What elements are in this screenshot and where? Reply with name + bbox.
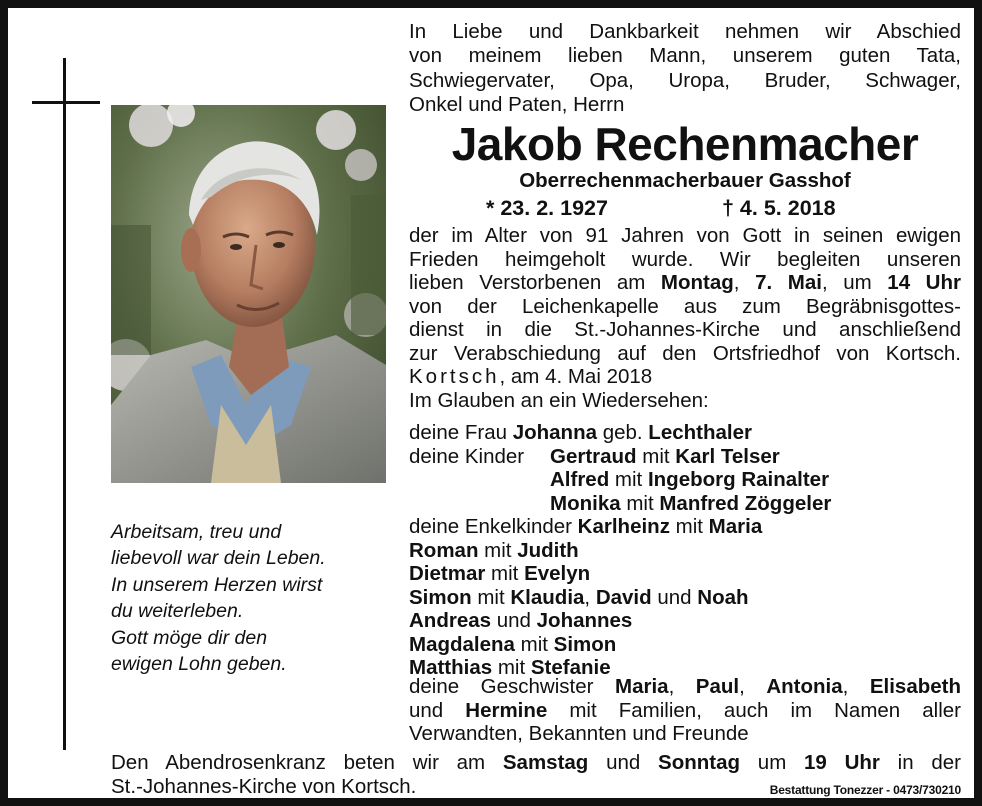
announcement-line: zur Verabschiedung auf den Ortsfriedhof von Kortsch. (409, 341, 961, 365)
text: , (668, 675, 696, 698)
text: mit (471, 585, 511, 609)
great-grandchild-name: David (595, 585, 652, 609)
text: deine Frau (409, 421, 513, 444)
announcement-line: Frieden heimgeholt wurde. Wir begleiten unseren (409, 247, 961, 271)
sibling-name: Paul (695, 675, 740, 698)
grandchild-name: Matthias (409, 656, 493, 679)
mourners-list (409, 421, 969, 680)
text: mit (514, 632, 554, 656)
grandchild-line (409, 633, 969, 657)
sibling-name: Maria (615, 675, 669, 698)
quote-line: ewigen Lohn geben. (111, 653, 287, 676)
grandchild-partner: Evelyn (524, 562, 591, 585)
quote-line: du weiterleben. (111, 600, 244, 623)
grandchild-name: Roman (409, 538, 479, 562)
rosary-footer (111, 751, 961, 798)
child-line (409, 468, 969, 492)
text: geb. (597, 421, 649, 444)
child-line (409, 445, 969, 469)
text: , (842, 675, 870, 698)
grandchild-line (409, 515, 969, 539)
text: lieben Verstorbenen am (409, 271, 661, 294)
quote-line: Gott möge dir den (111, 626, 268, 649)
text: um (740, 751, 805, 774)
grandchild-name: Magdalena (409, 632, 515, 656)
grandchild-partner: Judith (517, 538, 579, 562)
grandchild-partner: Stefanie (530, 656, 611, 679)
text: und (588, 751, 659, 774)
siblings-line (409, 699, 961, 723)
text: , (733, 271, 756, 294)
funeral-announcement (409, 224, 961, 412)
text: , (739, 675, 767, 698)
child-name: Monika (550, 491, 621, 515)
text: deine Geschwister (409, 675, 615, 698)
quote-line: Arbeitsam, treu und (111, 521, 282, 543)
death-date: † 4. 5. 2018 (722, 196, 836, 220)
text: mit (478, 538, 518, 562)
text: mit (620, 491, 660, 515)
grandchild-partner: Maria (708, 515, 763, 538)
rosary-line (111, 751, 961, 775)
announcement-line: von der Leichenkapelle aus zum Begräbnisgottes- (409, 294, 961, 318)
place-date-line (409, 365, 961, 389)
text: mit (636, 444, 676, 468)
grandchild-partner: Klaudia (510, 585, 585, 609)
text: und (651, 585, 698, 609)
announcement-line (409, 271, 961, 295)
child-partner: Manfred Zöggeler (659, 491, 832, 515)
intro-text (409, 20, 961, 118)
rosary-day: Sonntag (658, 751, 741, 774)
grandchild-line (409, 609, 969, 633)
grandchild-name: Karlheinz (577, 515, 670, 538)
intro-line: von meinem lieben Mann, unserem guten Tata, (409, 44, 961, 68)
child-name: Alfred (550, 468, 610, 491)
cross-vertical-bar (63, 58, 66, 750)
text: und (491, 609, 537, 632)
wife-maiden-name: Lechthaler (648, 421, 752, 444)
church-name: St.-Johannes-Kirche von Kortsch. (111, 774, 417, 798)
text: , (584, 585, 596, 609)
grandchild-line (409, 562, 969, 586)
funeral-day: Montag (660, 271, 734, 294)
child-partner: Ingeborg Rainalter (647, 468, 830, 491)
siblings-section (409, 675, 961, 746)
child-partner: Karl Telser (675, 444, 780, 468)
text: mit Familien, auch im Namen aller (547, 698, 961, 722)
text: und (409, 698, 466, 722)
text: mit (492, 656, 531, 679)
announcement-line: der im Alter von 91 Jahren von Gott in seinen ewigen (409, 224, 961, 247)
intro-line: Onkel und Paten, Herrn (409, 93, 625, 117)
grandchild-name: Andreas (409, 609, 492, 632)
grandchild-partner: Simon (553, 632, 617, 656)
text: , um (821, 271, 888, 294)
quote-line: liebevoll war dein Leben. (111, 547, 326, 570)
text: mit (609, 468, 648, 491)
faith-line: Im Glauben an ein Wiedersehen: (409, 388, 709, 412)
grandchild-name: Simon (409, 585, 472, 609)
quote-line: In unserem Herzen wirst (111, 573, 323, 596)
funeral-time: 14 Uhr (887, 271, 961, 294)
funeral-date: 7. Mai (755, 271, 822, 294)
text: mit (485, 562, 525, 585)
portrait-photo (111, 105, 386, 483)
siblings-line: Verwandten, Bekannten und Freunde (409, 722, 749, 745)
wife-line (409, 421, 969, 445)
child-name: Gertraud (550, 444, 637, 468)
undertaker-credit: Bestattung Tonezzer - 0473/730210 (769, 782, 961, 797)
farm-name: Oberrechenmacherbauer Gasshof (519, 169, 851, 192)
text: deine Enkelkinder (409, 515, 578, 538)
grandchild-line (409, 586, 969, 610)
memorial-quote (111, 519, 391, 677)
cross-horizontal-bar (32, 101, 100, 104)
rosary-line (111, 775, 961, 799)
grandchild-name: Dietmar (409, 562, 486, 585)
wife-name: Johanna (512, 421, 597, 444)
grandchild-name: Johannes (536, 609, 633, 632)
child-line (409, 492, 969, 516)
intro-line: In Liebe und Dankbarkeit nehmen wir Abschied (409, 20, 961, 43)
place: Kortsch (409, 365, 500, 388)
text: in der (879, 751, 961, 774)
text: mit (669, 515, 709, 538)
great-grandchild-name: Noah (697, 585, 749, 609)
sibling-name: Elisabeth (869, 675, 961, 698)
rosary-day: Samstag (502, 751, 589, 774)
sibling-name: Antonia (766, 675, 843, 698)
birth-date: * 23. 2. 1927 (486, 196, 608, 220)
text: Den Abendrosenkranz beten wir am (111, 751, 503, 774)
notice-date: , am 4. Mai 2018 (499, 365, 653, 388)
sibling-name: Hermine (465, 698, 548, 722)
children-label: deine Kinder (409, 444, 525, 468)
siblings-line (409, 675, 961, 699)
deceased-name: Jakob Rechenmacher (451, 118, 919, 170)
announcement-line: dienst in die St.-Johannes-Kirche und anschließend (409, 318, 961, 341)
rosary-time: 19 Uhr (804, 751, 880, 774)
grandchild-line (409, 539, 969, 563)
intro-line: Schwiegervater, Opa, Uropa, Bruder, Schwager, (409, 68, 961, 92)
